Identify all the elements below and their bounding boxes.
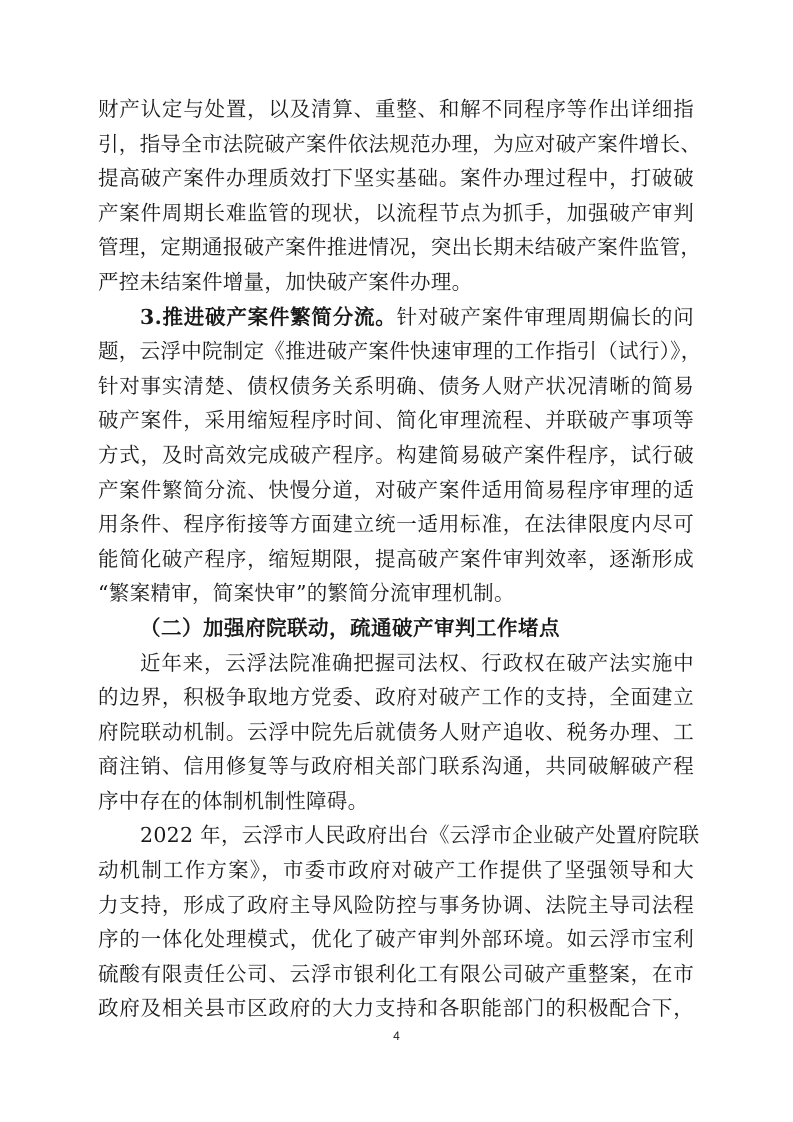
page-number: 4 — [393, 1029, 400, 1043]
text-line: 序的一体化处理模式，优化了破产审判外部环境。如云浮市宝利 — [98, 927, 694, 952]
text-line: 序中存在的体制机制性障碍。 — [98, 788, 369, 813]
text-line: 严控未结案件增量，加快破产案件办理。 — [98, 269, 473, 294]
text-line: 产案件繁简分流、快慢分道，对破产案件适用简易程序审理的适 — [98, 477, 694, 502]
text-line: “繁案精审，简案快审”的繁简分流审理机制。 — [98, 581, 515, 606]
text-line: 动机制工作方案》，市委市政府对破产工作提供了坚强领导和大 — [98, 858, 694, 883]
text-line: 针对事实清楚、债权债务关系明确、债务人财产状况清晰的简易 — [98, 373, 694, 398]
text-line: 方式，及时高效完成破产程序。构建简易破产案件程序，试行破 — [98, 442, 694, 467]
text-line: 硫酸有限责任公司、云浮市银利化工有限公司破产重整案，在市 — [98, 961, 694, 986]
text-line: 破产案件，采用缩短程序时间、简化审理流程、并联破产事项等 — [98, 408, 694, 433]
paragraph — [98, 646, 694, 819]
paragraph-continuation — [98, 92, 702, 300]
document-body — [98, 92, 702, 1026]
text-line: 管理，定期通报破产案件推进情况，突出长期未结破产案件监管， — [98, 235, 702, 260]
text-line: 提高破产案件办理质效打下坚实基础。案件办理过程中，打破破 — [98, 166, 694, 191]
item-text: 针对破产案件审理周期偏长的问 — [396, 304, 694, 329]
text-line: 政府及相关县市区政府的大力支持和各职能部门的积极配合下， — [98, 996, 694, 1021]
text-line: 府院联动机制。云浮中院先后就债务人财产追收、税务办理、工 — [98, 719, 694, 744]
text-line — [98, 300, 694, 335]
text-line: 能简化破产程序，缩短期限，提高破产案件审判效率，逐渐形成 — [98, 546, 694, 571]
text-line: 力支持，形成了政府主导风险防控与事务协调、法院主导司法程 — [98, 892, 694, 917]
section-heading: （二）加强府院联动，疏通破产审判工作堵点 — [140, 615, 560, 640]
item-heading: 3.推进破产案件繁简分流。 — [140, 304, 397, 329]
paragraph — [98, 818, 700, 1026]
text-line: 财产认定与处置，以及清算、重整、和解不同程序等作出详细指 — [98, 97, 694, 121]
paragraph-item-3 — [98, 300, 702, 611]
text-line: 2022 年，云浮市人民政府出台《云浮市企业破产处置府院联 — [140, 823, 700, 848]
text-line: 的边界，积极争取地方党委、政府对破产工作的支持，全面建立 — [98, 685, 694, 710]
text-line: 产案件周期长难监管的现状，以流程节点为抓手，加强破产审判 — [98, 200, 694, 225]
text-line: 题，云浮中院制定《推进破产案件快速审理的工作指引（试行）》， — [98, 339, 702, 364]
text-line: 引，指导全市法院破产案件依法规范办理，为应对破产案件增长、 — [98, 131, 702, 156]
text-line: 近年来，云浮法院准确把握司法权、行政权在破产法实施中 — [140, 650, 694, 675]
text-line: 商注销、信用修复等与政府相关部门联系沟通，共同破解破产程 — [98, 754, 694, 779]
text-line: 用条件、程序衔接等方面建立统一适用标准，在法律限度内尽可 — [98, 512, 694, 537]
